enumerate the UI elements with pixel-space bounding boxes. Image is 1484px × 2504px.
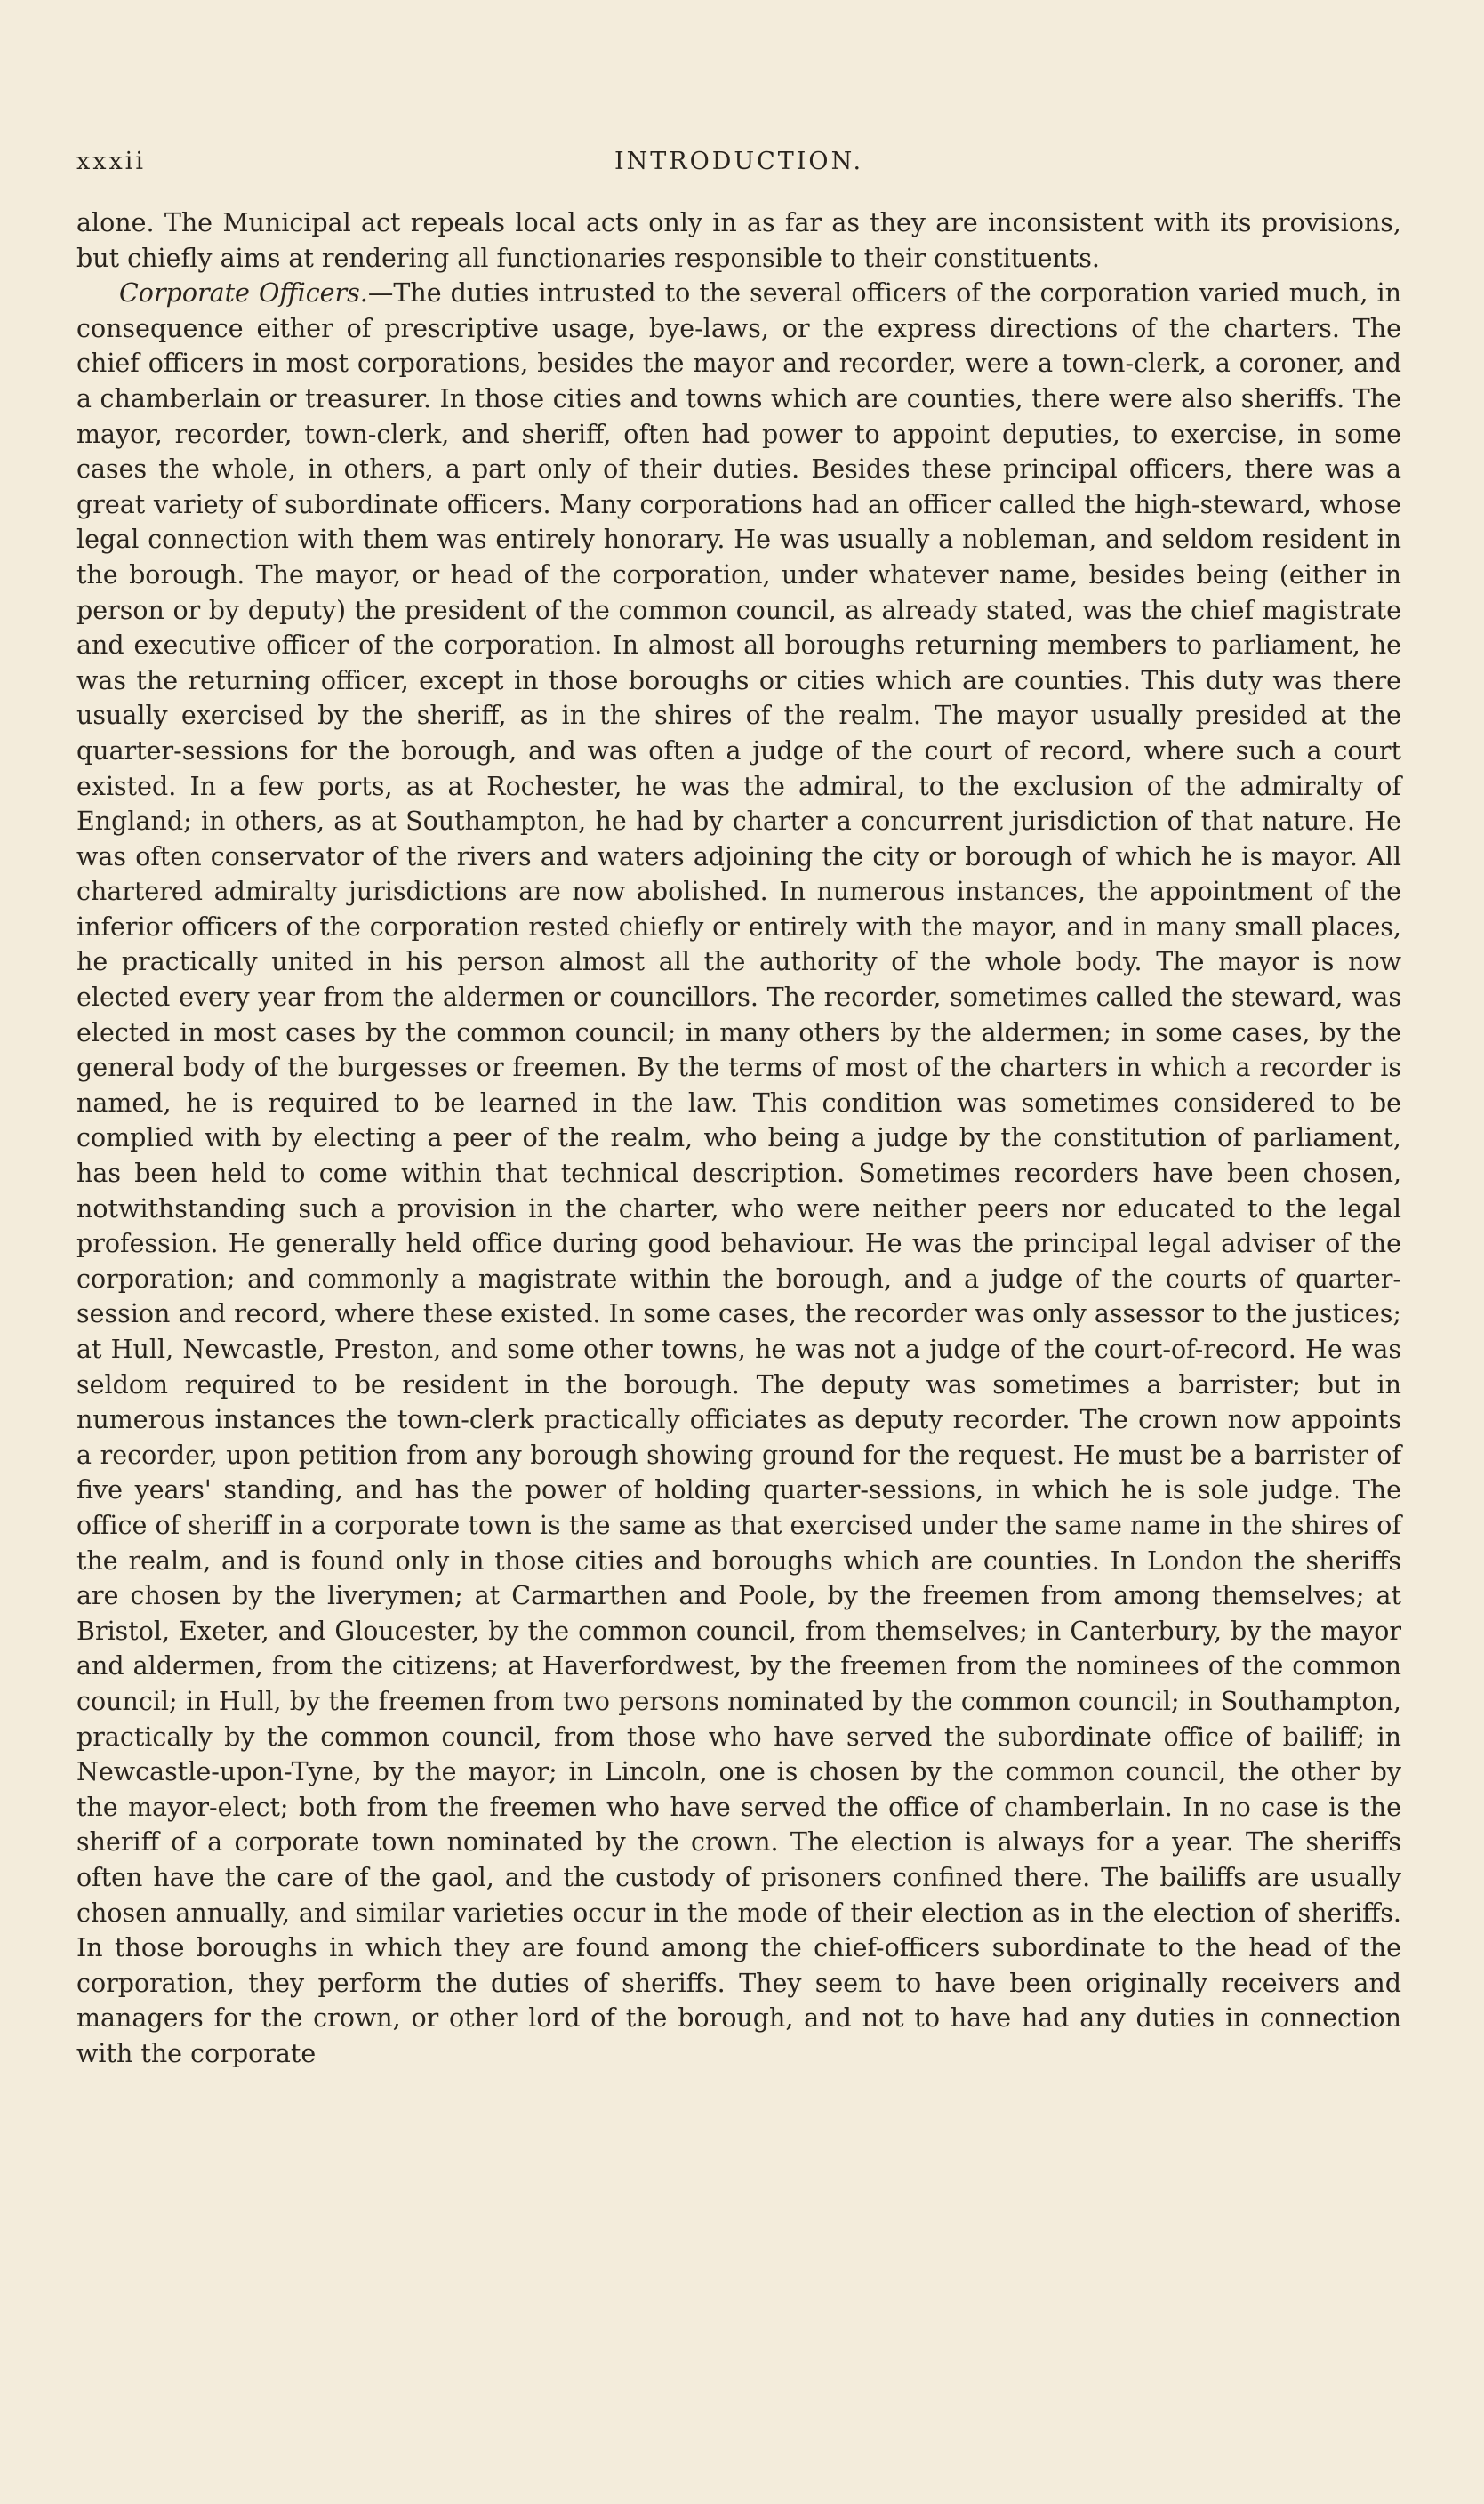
page-number: xxxii [76,148,146,175]
body-text [76,205,1401,2071]
paragraph-text: alone. The Municipal act repeals local acts only in as far as they are inconsistent with its provisions, but chiefly aims at rendering all functionaries responsible to their constituents. [76,208,1401,273]
paragraph-text: —The duties intrusted to the several officers of the corporation varied much, in consequence either of prescriptive usage, bye-laws, or the express directions of the charters. The chief officers in most corporations, besides the mayor and recorder, were a town-clerk, a coroner, and a chamberlain or treasurer. In those cities and towns which are counties, there were also sheriffs. The mayor, recorder, town-clerk, and sheriff, often had power to appoint deputies, to exercise, in some cases the whole, in others, a part only of their duties. Besides these principal officers, there was a great variety of subordinate officers. Many corporations had an officer called the high-steward, whose legal connection with them was entirely honorary. He was usually a nobleman, and seldom resident in the borough. The mayor, or head of the corporation, under whatever name, besides being (either in person or by deputy) the president of the common council, as already stated, was the chief magistrate and executive officer of the corporation. In almost all boroughs returning members to parliament, he was the returning officer, except in those boroughs or cities which are counties. This duty was there usually exercised by the sheriff, as in the shires of the realm. The mayor usually presided at the quarter-sessions for the borough, and was often a judge of the court of record, where such a court existed. In a few ports, as at Rochester, he was the admiral, to the exclusion of the admiralty of England; in others, as at Southampton, he had by charter a concurrent jurisdiction of that nature. He was often conservator of the rivers and waters adjoining the city or borough of which he is mayor. All chartered admiralty jurisdictions are now abolished. In numerous instances, the appointment of the inferior officers of the corporation rested chiefly or entirely with the mayor, and in many small places, he practically united in his person almost all the authority of the whole body. The mayor is now elected every year from the aldermen or councillors. The recorder, sometimes called the steward, was elected in most cases by the common council; in many others by the aldermen; in some cases, by the general body of the burgesses or freemen. By the terms of most of the charters in which a recorder is named, he is required to be learned in the law. This condition was sometimes considered to be complied with by electing a peer of the realm, who being a judge by the constitution of parliament, has been held to come within that technical description. Sometimes recorders have been chosen, notwithstanding such a provision in the charter, who were neither peers nor educated to the legal profession. He generally held office during good behaviour. He was the principal legal adviser of the corporation; and commonly a magistrate within the borough, and a judge of the courts of quarter-session and record, where these existed. In some cases, the recorder was only assessor to the justices; at Hull, Newcastle, Preston, and some other towns, he was not a judge of the court-of-record. He was seldom required to be resident in the borough. The deputy was sometimes a barrister; but in numerous instances the town-clerk practically officiates as deputy recorder. The crown now appoints a recorder, upon petition from any borough showing ground for the request. He must be a barrister of five years' standing, and has the power of holding quarter-sessions, in which he is sole judge. The office of sheriff in a corporate town is the same as that exercised under the same name in the shires of the realm, and is found only in those cities and boroughs which are counties. In London the sheriffs are chosen by the liverymen; at Carmarthen and Poole, by the freemen from among themselves; at Bristol, Exeter, and Gloucester, by the common council, from themselves; in Canterbury, by the mayor and aldermen, from the citizens; at Haverfordwest, by the freemen from the nominees of the common council; in Hull, by the freemen from two persons nominated by the common council; in Southampton, practically by the common council, from those who have served the subordinate office of bailiff; in Newcastle-upon-Tyne, by the mayor; in Lincoln, one is chosen by the common council, the other by the mayor-elect; both from the freemen who have served the office of chamberlain. In no case is the sheriff of a corporate town nominated by the crown. The election is always for a year. The sheriffs often have the care of the gaol, and the custody of prisoners confined there. The bailiffs are usually chosen annually, and similar varieties occur in the mode of their election as in the election of sheriffs. In those boroughs in which they are found among the chief-officers subordinate to the head of the corporation, they perform the duties of sheriffs. They seem to have been originally receivers and managers for the crown, or other lord of the borough, and not to have had any duties in connection with the corporate [76,278,1401,2068]
paragraph-corporate-officers [76,276,1401,2071]
running-header [76,148,1401,175]
paragraph-continuation [76,205,1401,276]
document-page [76,148,1401,2071]
running-title: INTRODUCTION. [614,148,864,175]
section-heading: Corporate Officers. [119,278,368,309]
